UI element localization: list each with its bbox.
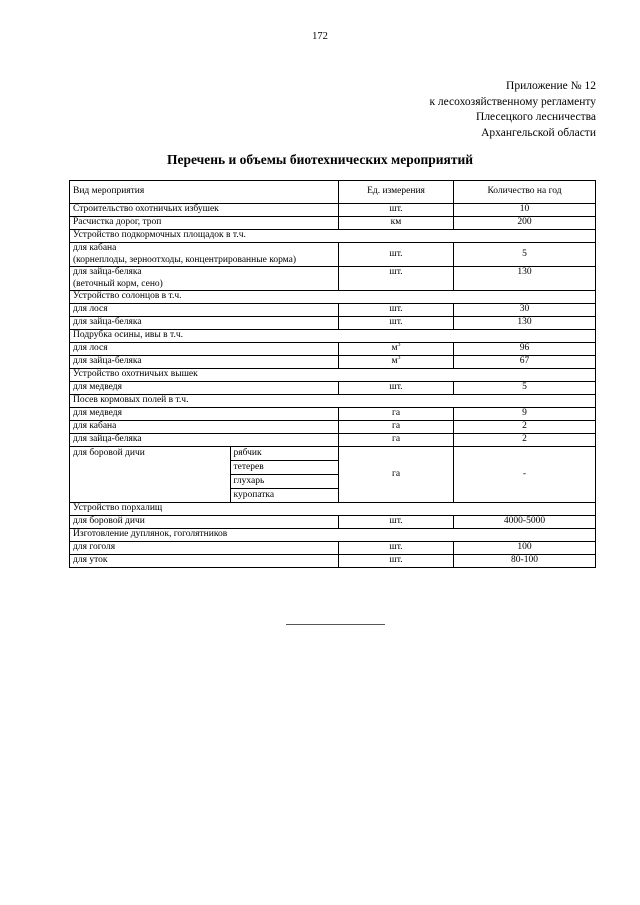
table-section-row [70,369,596,382]
table-section-row [70,503,596,516]
unit-cell: шт. [339,304,454,317]
unit-cell: га [339,421,454,434]
header-unit: Ед. измерения [339,181,454,204]
table-row [70,555,596,568]
activity-cell: для уток [70,555,339,568]
activity-cell: для кабана [70,421,339,434]
unit-exponent: 3 [397,342,401,348]
species-item: тетерев [230,461,338,475]
unit-base: м [391,343,398,353]
unit-cell: шт. [339,382,454,395]
species-item: куропатка [230,489,338,503]
appendix-line-4: Архангельской области [481,126,596,139]
header-activity: Вид мероприятия [70,181,339,204]
table-row [70,356,596,369]
table-row [70,382,596,395]
unit-exponent: 3 [397,355,401,361]
table-row [70,434,596,447]
unit-cell: шт. [339,542,454,555]
appendix-line-2: к лесохозяйственному регламенту [429,95,596,108]
section-heading: Устройство подкормочных площадок в т.ч. [70,230,596,243]
activity-cell: Строительство охотничьих избушек [70,204,339,217]
activity-cell: для медведя [70,408,339,421]
table-row [70,243,596,267]
activity-cell: для зайца-беляка [70,434,339,447]
species-item: глухарь [230,475,338,489]
unit-cell: га [339,408,454,421]
unit-cell: га [339,434,454,447]
section-heading: Устройство порхалищ [70,503,596,516]
table-row [70,267,596,291]
subtable-label: для боровой дичи [73,448,145,458]
table-row [70,421,596,434]
species-item: рябчик [230,447,338,461]
page-title: Перечень и объемы биотехнических мероприятий [166,152,474,167]
table-row [70,408,596,421]
unit-cell: шт. [339,267,454,291]
activity-note: (веточный корм, сено) [73,278,163,289]
measures-table [69,180,596,568]
activity-cell [70,447,339,503]
table-row [70,542,596,555]
page-number: 172 [312,31,328,42]
quantity-cell: 4000-5000 [454,516,596,529]
appendix-header [429,79,596,141]
section-heading: Устройство охотничьих вышек [70,369,596,382]
end-divider [286,624,385,625]
quantity-cell: 67 [454,356,596,369]
table-section-row [70,230,596,243]
activity-cell: для медведя [70,382,339,395]
unit-cell: шт. [339,555,454,568]
quantity-cell: 2 [454,421,596,434]
table-section-row [70,529,596,542]
activity-cell: для зайца-беляка [70,356,339,369]
activity-line: для зайца-беляка [73,267,142,277]
table-section-row [70,291,596,304]
appendix-line-3: Плесецкого лесничества [476,111,596,123]
activity-cell: Расчистка дорог, троп [70,217,339,230]
table-row [70,217,596,230]
table-section-row [70,395,596,408]
unit-base: м [391,356,398,366]
activity-cell: для гоголя [70,542,339,555]
quantity-cell: 200 [454,217,596,230]
unit-cell [339,356,454,369]
table-row [70,304,596,317]
table-header-row [70,181,596,204]
quantity-cell: - [454,447,596,503]
species-subtable [70,447,338,502]
activity-cell [70,267,339,291]
section-heading: Посев кормовых полей в т.ч. [70,395,596,408]
activity-cell: для лося [70,304,339,317]
unit-cell: шт. [339,243,454,267]
table-row [70,447,596,503]
unit-cell: шт. [339,204,454,217]
unit-cell: шт. [339,516,454,529]
quantity-cell: 130 [454,317,596,330]
section-heading: Подрубка осины, ивы в т.ч. [70,330,596,343]
activity-line: для кабана [73,243,117,253]
quantity-cell: 9 [454,408,596,421]
quantity-cell: 2 [454,434,596,447]
activity-cell: для лося [70,343,339,356]
unit-cell [339,343,454,356]
unit-cell: га [339,447,454,503]
quantity-cell: 5 [454,382,596,395]
quantity-cell: 100 [454,542,596,555]
quantity-cell: 80-100 [454,555,596,568]
quantity-cell: 96 [454,343,596,356]
table-section-row [70,330,596,343]
section-heading: Устройство солонцов в т.ч. [70,291,596,304]
unit-cell: шт. [339,317,454,330]
appendix-line-1: Приложение № 12 [506,80,596,92]
activity-cell: для боровой дичи [70,516,339,529]
activity-note: (корнеплоды, зерноотходы, концентрированные корма) [73,254,297,265]
activity-cell: для зайца-беляка [70,317,339,330]
quantity-cell: 130 [454,267,596,291]
header-quantity: Количество на год [454,181,596,204]
quantity-cell: 30 [454,304,596,317]
unit-cell: км [339,217,454,230]
table-row [70,343,596,356]
activity-cell [70,243,339,267]
table-row [70,204,596,217]
section-heading: Изготовление дуплянок, гоголятников [70,529,596,542]
quantity-cell: 10 [454,204,596,217]
quantity-cell: 5 [454,243,596,267]
table-row [70,317,596,330]
table-row [70,516,596,529]
